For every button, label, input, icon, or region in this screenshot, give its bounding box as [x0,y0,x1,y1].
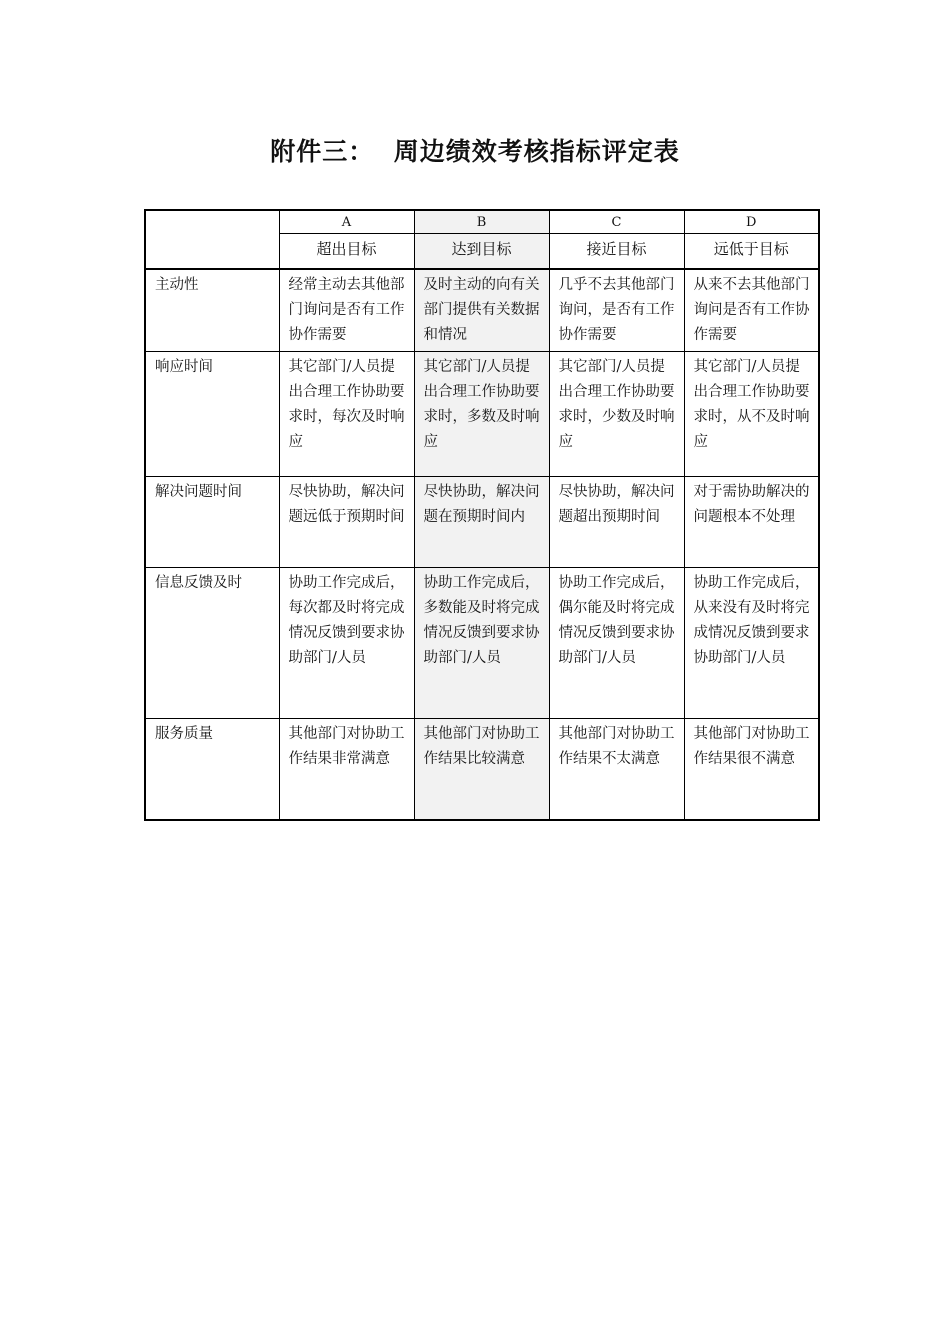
level-letter-row [145,210,819,234]
level-letter-c: C [549,210,684,234]
level-letter-a: A [279,210,414,234]
level-label-a: 超出目标 [279,234,414,270]
table-cell: 其它部门/人员提出合理工作协助要求时，多数及时响应 [414,352,549,477]
level-letter-d: D [684,210,819,234]
level-letter-b: B [414,210,549,234]
header-corner-cell [145,210,279,269]
criterion-label: 主动性 [145,269,279,352]
evaluation-table [144,209,820,821]
level-label-b: 达到目标 [414,234,549,270]
table-cell: 其它部门/人员提出合理工作协助要求时，每次及时响应 [279,352,414,477]
criterion-label: 解决问题时间 [145,477,279,568]
level-label-d: 远低于目标 [684,234,819,270]
table-cell: 其它部门/人员提出合理工作协助要求时，从不及时响应 [684,352,819,477]
table-cell: 其他部门对协助工作结果不太满意 [549,719,684,821]
table-cell: 其他部门对协助工作结果很不满意 [684,719,819,821]
table-cell: 从来不去其他部门询问是否有工作协作需要 [684,269,819,352]
table-row [145,477,819,568]
table-cell: 协助工作完成后，从来没有及时将完成情况反馈到要求协助部门/人员 [684,568,819,719]
table-row [145,719,819,821]
table-row [145,269,819,352]
table-cell: 尽快协助，解决问题超出预期时间 [549,477,684,568]
table-cell: 协助工作完成后，每次都及时将完成情况反馈到要求协助部门/人员 [279,568,414,719]
table-cell: 对于需协助解决的问题根本不处理 [684,477,819,568]
table-cell: 协助工作完成后，多数能及时将完成情况反馈到要求协助部门/人员 [414,568,549,719]
table-cell: 及时主动的向有关部门提供有关数据和情况 [414,269,549,352]
page-title: 附件三： 周边绩效考核指标评定表 [270,137,680,166]
table-row [145,352,819,477]
criterion-label: 服务质量 [145,719,279,821]
table-cell: 经常主动去其他部门询问是否有工作协作需要 [279,269,414,352]
table-row [145,568,819,719]
criterion-label: 响应时间 [145,352,279,477]
table-cell: 其他部门对协助工作结果比较满意 [414,719,549,821]
table-cell: 协助工作完成后，偶尔能及时将完成情况反馈到要求协助部门/人员 [549,568,684,719]
table-cell: 尽快协助，解决问题远低于预期时间 [279,477,414,568]
table-cell: 尽快协助，解决问题在预期时间内 [414,477,549,568]
level-label-c: 接近目标 [549,234,684,270]
criterion-label: 信息反馈及时 [145,568,279,719]
table-cell: 其它部门/人员提出合理工作协助要求时，少数及时响应 [549,352,684,477]
table-cell: 其他部门对协助工作结果非常满意 [279,719,414,821]
table-cell: 几乎不去其他部门询问，是否有工作协作需要 [549,269,684,352]
